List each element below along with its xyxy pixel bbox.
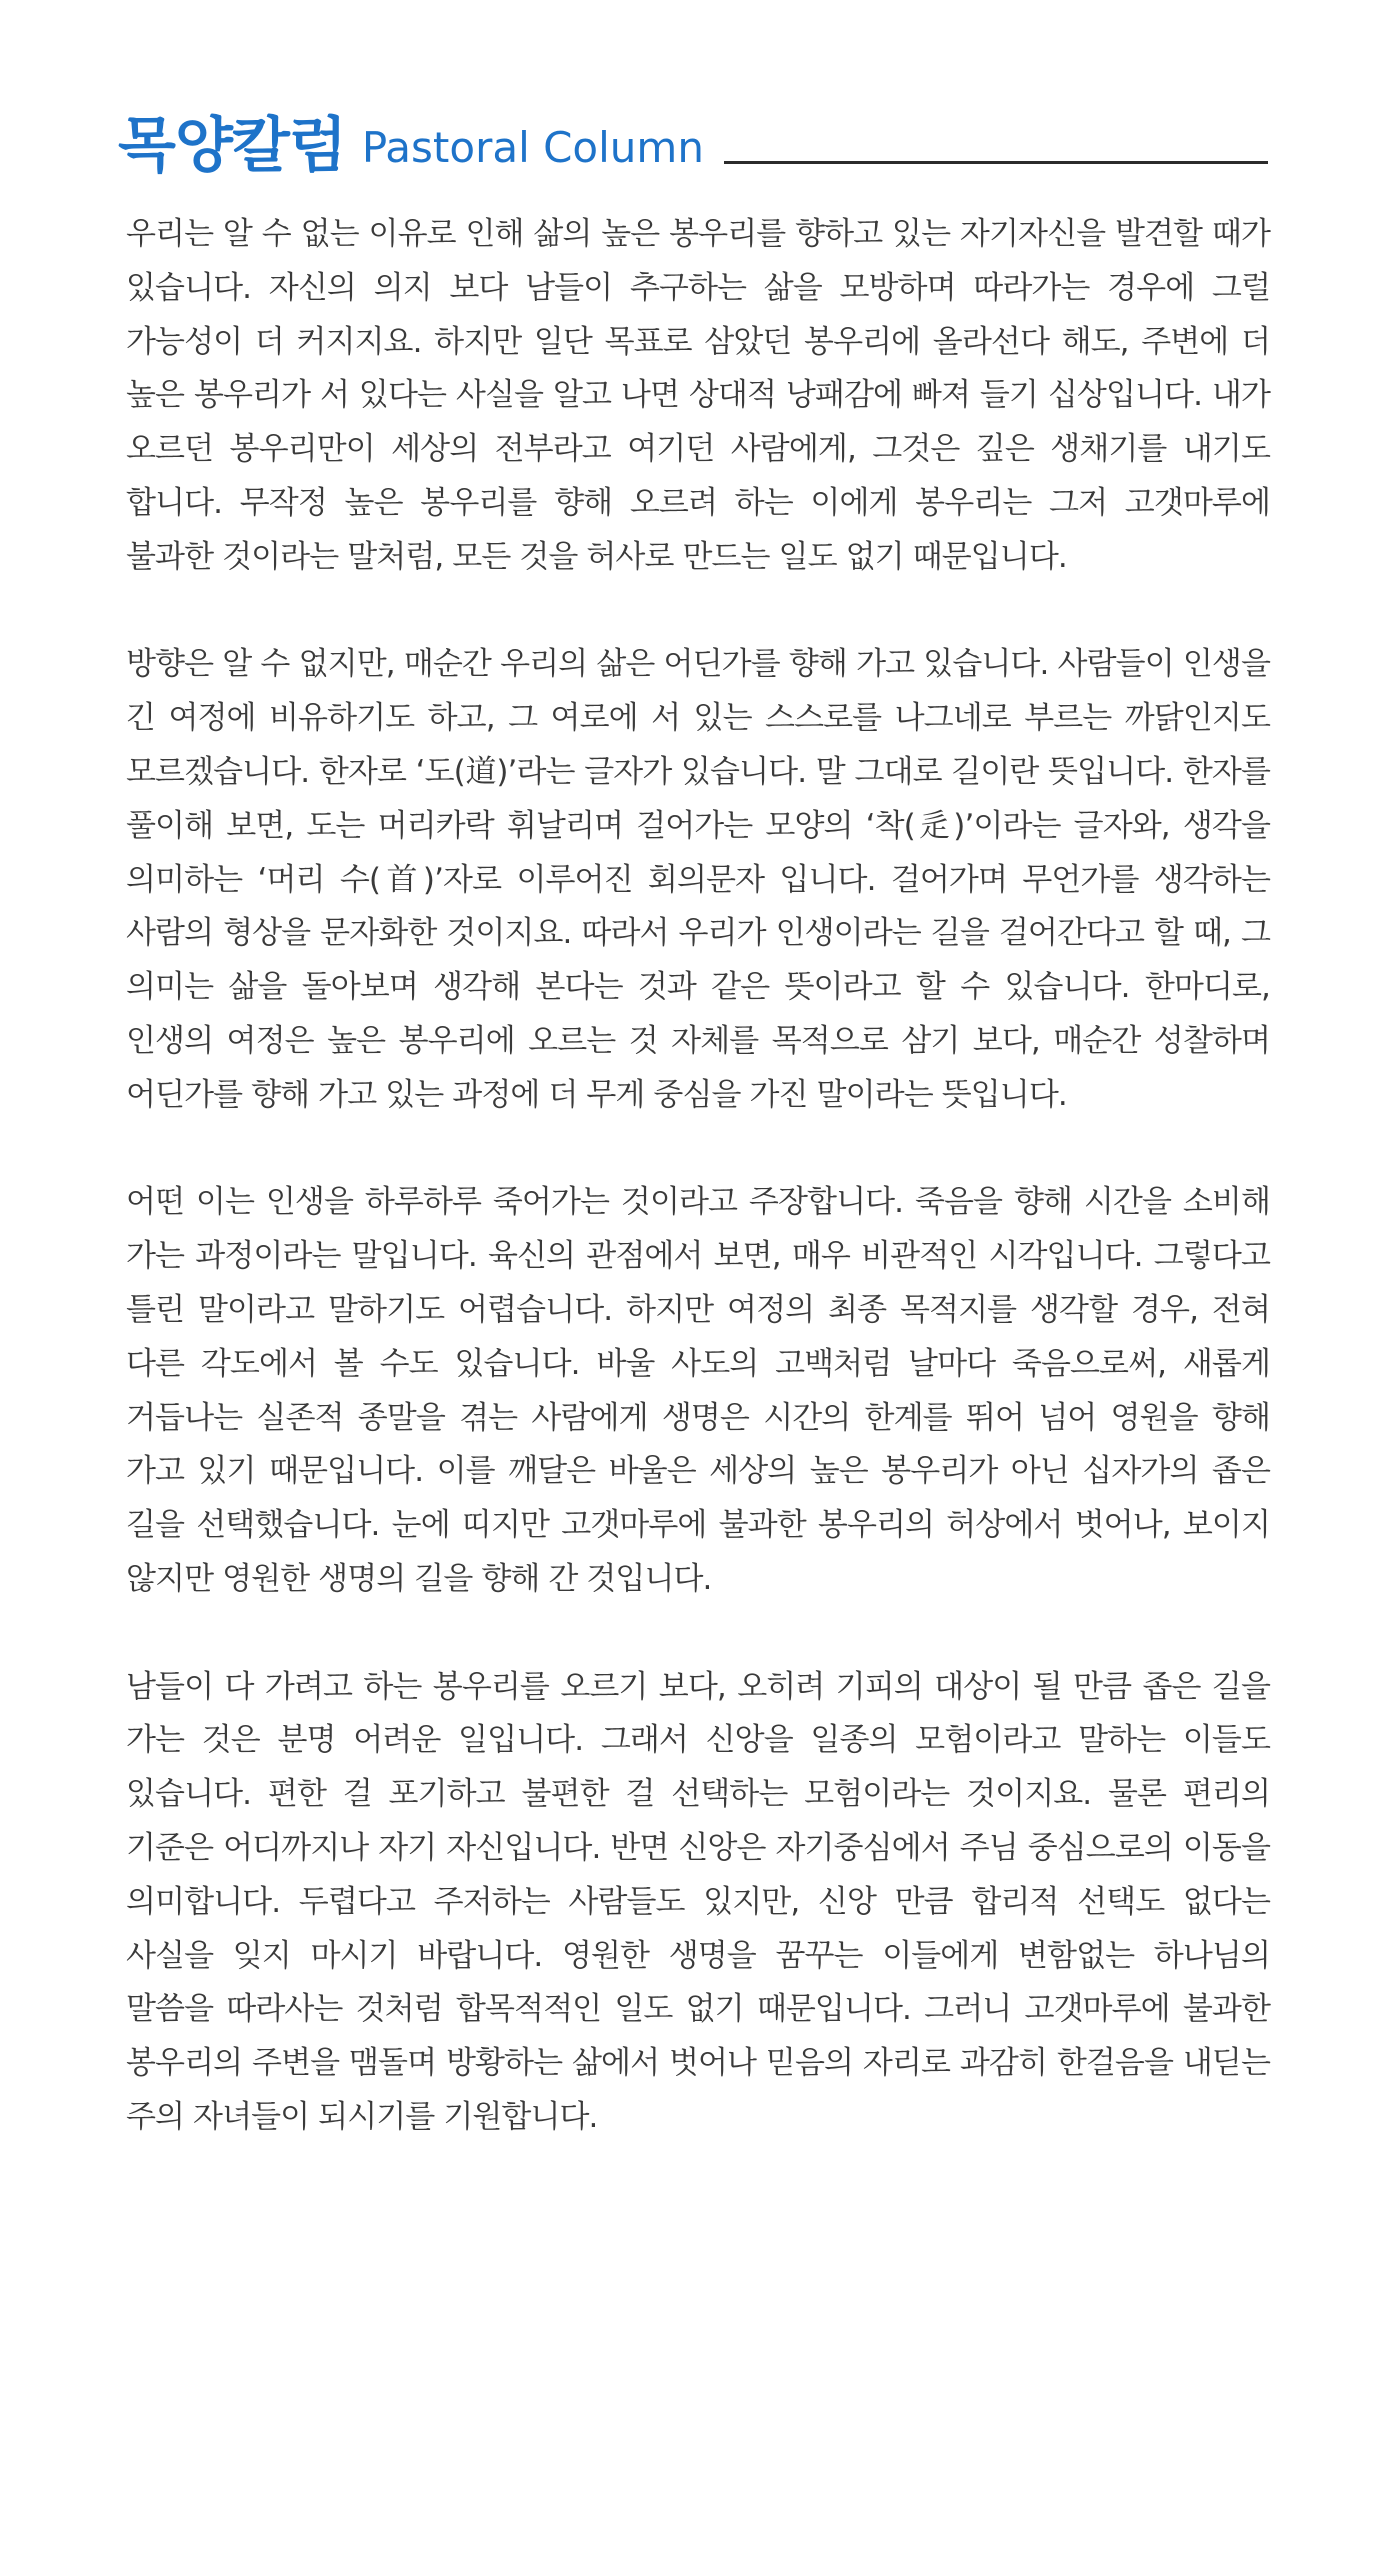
column-paragraph-2: 방향은 알 수 없지만, 매순간 우리의 삶은 어딘가를 향해 가고 있습니다. 사람들이 인생을 긴 여정에 비유하기도 하고, 그 여로에 서 있는 스스로를 나그네로 부르는 까닭인지도 모르겠습니다. 한자로 ‘도(道)’라는 글자가 있습니다. 말 그대로 길이란 뜻입니다. 한자를 풀이해 보면, 도는 머리카락 휘날리며 걸어가는 모양의 ‘착(辵)’이라는 글자와, 생각을 의미하는 ‘머리 수(首)’자로 이루어진 회의문자 입니다. 걸어가며 무언가를 생각하는 사람의 형상을 문자화한 것이지요. 따라서 우리가 인생이라는 길을 걸어간다고 할 때, 그 의미는 삶을 돌아보며 생각해 본다는 것과 같은 뜻이라고 할 수 있습니다. 한마디로, 인생의 여정은 높은 봉우리에 오르는 것 자체를 목적으로 삼기 보다, 매순간 성찰하며 어딘가를 향해 가고 있는 과정에 더 무게 중심을 가진 말이라는 뜻입니다.	[126, 646, 1270, 1113]
column-paragraph-3: 어떤 이는 인생을 하루하루 죽어가는 것이라고 주장합니다. 죽음을 향해 시간을 소비해 가는 과정이라는 말입니다. 육신의 관점에서 보면, 매우 비관적인 시각입니다. 그렇다고 틀린 말이라고 말하기도 어렵습니다. 하지만 여정의 최종 목적지를 생각할 경우, 전혀 다른 각도에서 볼 수도 있습니다. 바울 사도의 고백처럼 날마다 죽음으로써, 새롭게 거듭나는 실존적 종말을 겪는 사람에게 생명은 시간의 한계를 뛰어 넘어 영원을 향해 가고 있기 때문입니다. 이를 깨달은 바울은 세상의 높은 봉우리가 아닌 십자가의 좁은 길을 선택했습니다. 눈에 띠지만 고갯마루에 불과한 봉우리의 허상에서 벗어나, 보이지 않지만 영원한 생명의 길을 향해 간 것입니다.	[126, 1184, 1270, 1597]
column-body	[126, 208, 1270, 2145]
column-paragraph-4: 남들이 다 가려고 하는 봉우리를 오르기 보다, 오히려 기피의 대상이 될 만큼 좁은 길을 가는 것은 분명 어려운 일입니다. 그래서 신앙을 일종의 모험이라고 말하는 이들도 있습니다. 편한 걸 포기하고 불편한 걸 선택하는 모험이라는 것이지요. 물론 편리의 기준은 어디까지나 자기 자신입니다. 반면 신앙은 자기중심에서 주님 중심으로의 이동을 의미합니다. 두렵다고 주저하는 사람들도 있지만, 신앙 만큼 합리적 선택도 없다는 사실을 잊지 마시기 바랍니다. 영원한 생명을 꿈꾸는 이들에게 변함없는 하나님의 말씀을 따라사는 것처럼 합목적적인 일도 없기 때문입니다. 그러니 고갯마루에 불과한 봉우리의 주변을 맴돌며 방황하는 삶에서 벗어나 믿음의 자리로 과감히 한걸음을 내딛는 주의 자녀들이 되시기를 기원합니다.	[126, 1668, 1270, 2135]
column-paragraph-1: 우리는 알 수 없는 이유로 인해 삶의 높은 봉우리를 향하고 있는 자기자신을 발견할 때가 있습니다. 자신의 의지 보다 남들이 추구하는 삶을 모방하며 따라가는 경우에 그럴 가능성이 더 커지지요. 하지만 일단 목표로 삼았던 봉우리에 올라선다 해도, 주변에 더 높은 봉우리가 서 있다는 사실을 알고 나면 상대적 낭패감에 빠져 들기 십상입니다. 내가 오르던 봉우리만이 세상의 전부라고 여기던 사람에게, 그것은 깊은 생채기를 내기도 합니다. 무작정 높은 봉우리를 향해 오르려 하는 이에게 봉우리는 그저 고갯마루에 불과한 것이라는 말처럼, 모든 것을 허사로 만드는 일도 없기 때문입니다.	[126, 216, 1270, 575]
header-divider-line	[724, 161, 1268, 164]
column-title-english: Pastoral Column	[361, 123, 704, 172]
column-title-korean: 목양칼럼	[118, 111, 346, 181]
column-header	[118, 102, 1268, 182]
